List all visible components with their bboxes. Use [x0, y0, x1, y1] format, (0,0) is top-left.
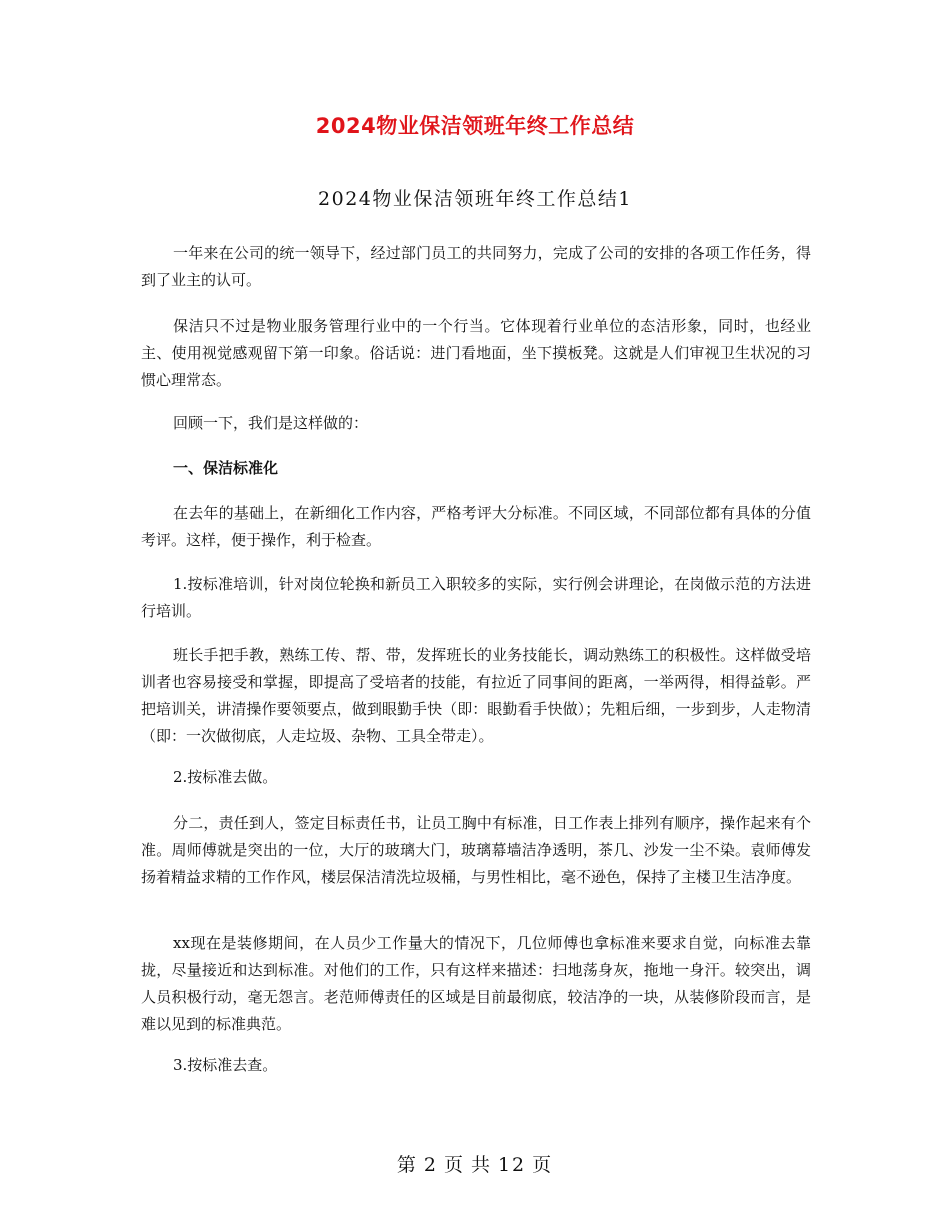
footer-suffix: 页: [532, 1154, 554, 1176]
paragraph-responsibility: 分二，责任到人，签定目标责任书，让员工胸中有标准，日工作表上排列有顺序，操作起来有个准。周师傅就是突出的一位，大厅的玻璃大门，玻璃幕墙洁净透明，茶几、沙发一尘不染。袁师傅发扬着精益求精的工作作风，楼层保洁清洗垃圾桶，与男性相比，毫不逊色，保持了主楼卫生洁净度。: [141, 814, 811, 886]
paragraph-intro: 一年来在公司的统一领导下，经过部门员工的共同努力，完成了公司的安排的各项工作任务，得到了业主的认可。: [141, 244, 811, 289]
paragraph-standards-detail: 在去年的基础上，在新细化工作内容，严格考评大分标准。不同区域，不同部位都有具体的分值考评。这样，便于操作，利于检查。: [141, 504, 811, 549]
paragraph-do-by-standard: 2.按标准去做。: [173, 768, 278, 786]
document-subtitle: 2024物业保洁领班年终工作总结1: [318, 188, 632, 210]
paragraph-renovation: xx现在是装修期间，在人员少工作量大的情况下，几位师傅也拿标准来要求自觉，向标准去靠拢，尽量接近和达到标准。对他们的工作，只有这样来描述：扫地荡身灰，拖地一身汗。较突出，调人员积极行动，毫无怨言。老范师傅责任的区域是目前最彻底，较洁净的一块，从装修阶段而言，是难以见到的标准典范。: [141, 934, 811, 1033]
paragraph-cleaning-role: 保洁只不过是物业服务管理行业中的一个行当。它体现着行业单位的态洁形象，同时，也经业主、使用视觉感观留下第一印象。俗话说：进门看地面，坐下摸板凳。这就是人们审视卫生状况的习惯心理常态。: [141, 317, 811, 389]
paragraph-training: 1.按标准培训，针对岗位轮换和新员工入职较多的实际，实行例会讲理论，在岗做示范的方法进行培训。: [141, 575, 811, 620]
document-title: 2024物业保洁领班年终工作总结: [315, 114, 635, 138]
footer-current-page: 2: [423, 1154, 438, 1176]
section-heading-standardization: 一、保洁标准化: [173, 459, 279, 477]
paragraph-review: 回顾一下，我们是这样做的：: [173, 414, 369, 432]
paragraph-check-by-standard: 3.按标准去查。: [173, 1056, 278, 1074]
footer-page-label: 页: [443, 1154, 465, 1176]
paragraph-mentoring: 班长手把手教，熟练工传、帮、带，发挥班长的业务技能长，调动熟练工的积极性。这样做受培训者也容易接受和掌握，即提高了受培者的技能，有拉近了同事间的距离，一举两得，相得益彰。严把培训关，讲清操作要领要点，做到眼勤手快（即：眼勤看手快做）；先粗后细，一步到步，人走物清（即：一次做彻底，人走垃圾、杂物、工具全带走）。: [141, 646, 811, 745]
footer-prefix: 第: [396, 1154, 418, 1176]
page-number-footer: [0, 1150, 950, 1177]
footer-total-label: 共: [470, 1154, 492, 1176]
footer-total-pages: 12: [497, 1154, 527, 1176]
